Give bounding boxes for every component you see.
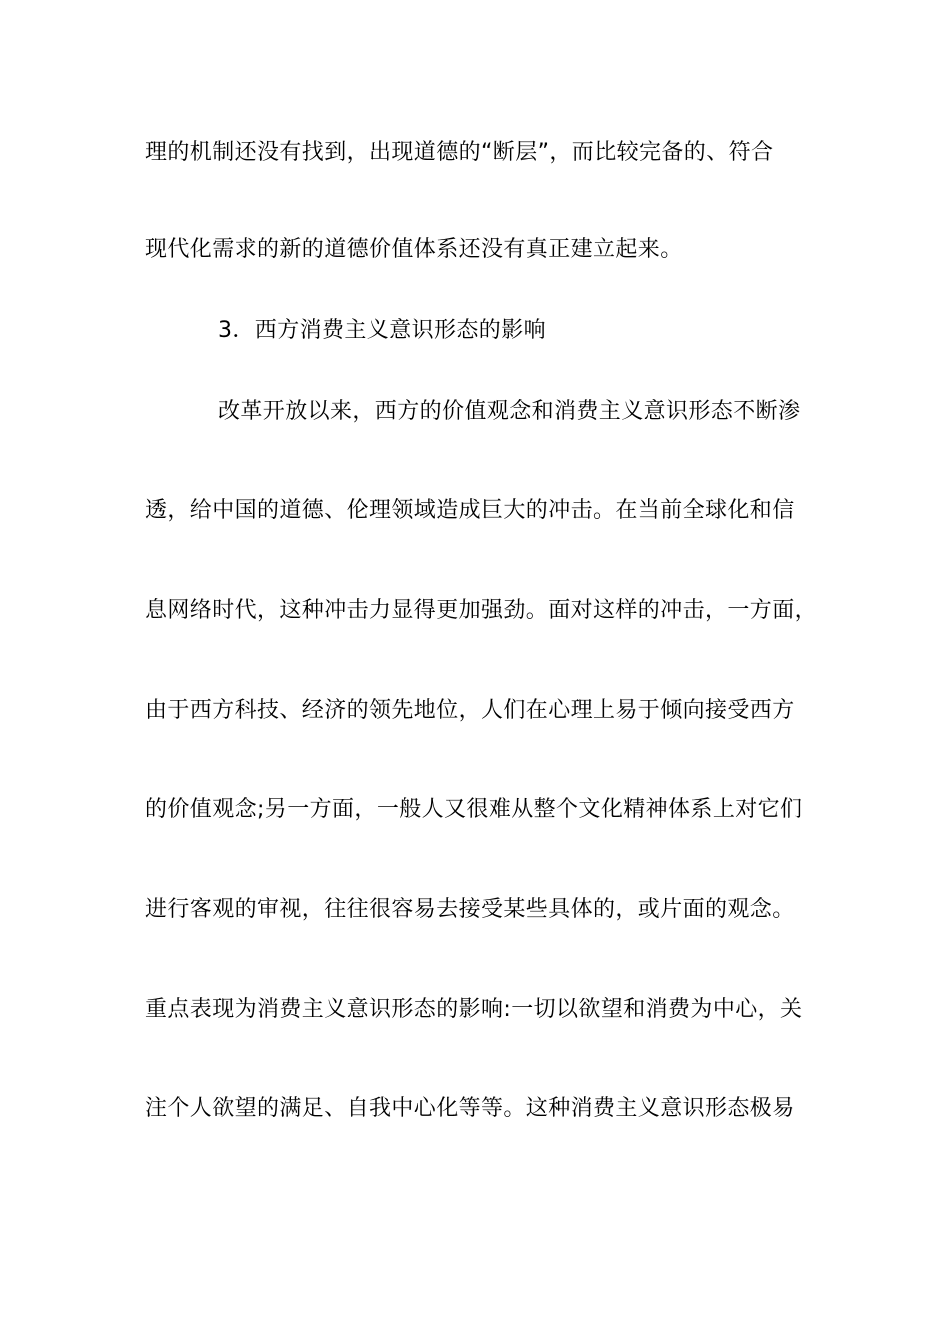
paragraph-line: 进行客观的审视，往往很容易去接受某些具体的，或片面的观念。 (145, 897, 795, 922)
paragraph-line: 透，给中国的道德、伦理领域造成巨大的冲击。在当前全球化和信 (145, 498, 795, 523)
paragraph-line: 的价值观念;另一方面，一般人又很难从整个文化精神体系上对它们 (145, 797, 803, 822)
paragraph-line: 由于西方科技、经济的领先地位，人们在心理上易于倾向接受西方 (145, 698, 795, 723)
paragraph-line: 改革开放以来，西方的价值观念和消费主义意识形态不断渗 (218, 399, 801, 424)
paragraph-line: 息网络时代，这种冲击力显得更加强劲。面对这样的冲击，一方面， (145, 598, 818, 623)
paragraph-line: 注个人欲望的满足、自我中心化等等。这种消费主义意识形态极易 (145, 1096, 795, 1121)
section-heading: 3．西方消费主义意识形态的影响 (218, 318, 546, 343)
paragraph-line: 现代化需求的新的道德价值体系还没有真正建立起来。 (145, 237, 683, 262)
paragraph-line: 重点表现为消费主义意识形态的影响:一切以欲望和消费为中心，关 (145, 997, 803, 1022)
paragraph-line: 理的机制还没有找到，出现道德的“断层”，而比较完备的、符合 (145, 140, 774, 165)
